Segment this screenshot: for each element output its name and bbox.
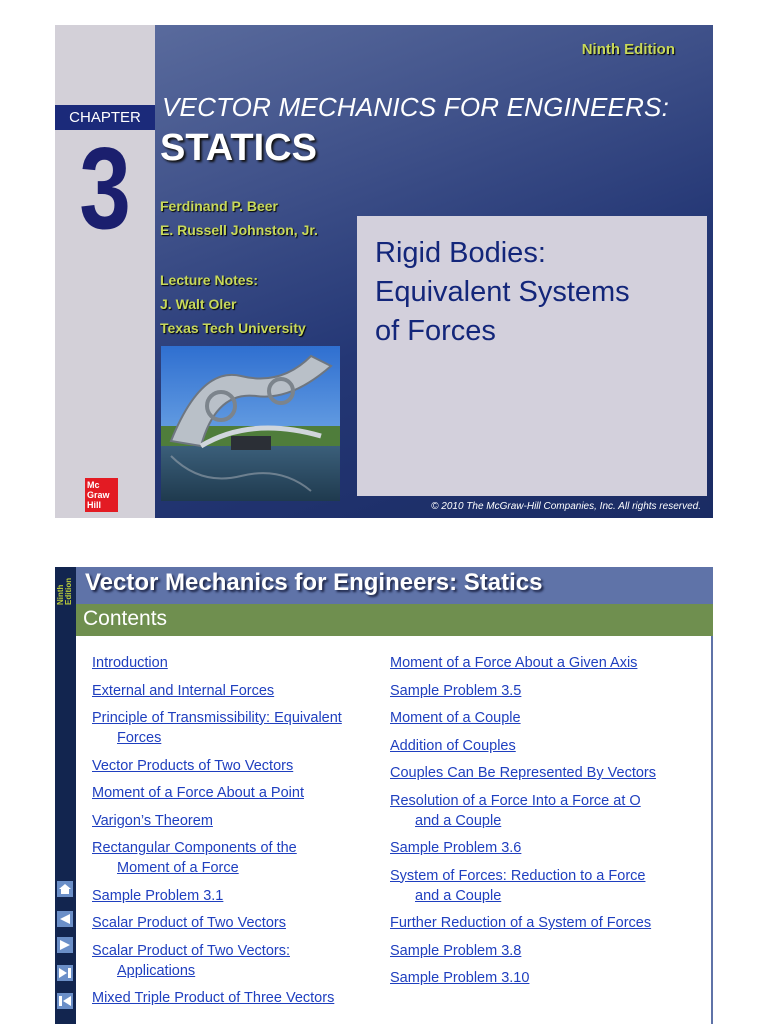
copyright: © 2010 The McGraw-Hill Companies, Inc. All rights reserved. bbox=[431, 501, 701, 512]
toc-link[interactable]: Rectangular Components of the Moment of a Force bbox=[92, 840, 297, 876]
chapter-label: CHAPTER bbox=[55, 105, 155, 130]
toc-link[interactable]: Vector Products of Two Vectors bbox=[92, 757, 294, 774]
lecture-notes-author: J. Walt Oler bbox=[160, 296, 237, 312]
toc-link[interactable]: Sample Problem 3.10 bbox=[390, 970, 530, 986]
nav-strip bbox=[55, 567, 76, 1024]
last-icon[interactable] bbox=[57, 965, 73, 981]
book-subtitle: STATICS bbox=[160, 127, 317, 169]
toc-link[interactable]: Moment of a Force About a Point bbox=[92, 785, 304, 801]
lecture-notes-university: Texas Tech University bbox=[160, 320, 306, 336]
chapter-title: Rigid Bodies: Equivalent Systems of Forces bbox=[375, 237, 630, 347]
chapter-number: 3 bbox=[79, 123, 131, 253]
toc-link[interactable]: Sample Problem 3.5 bbox=[390, 682, 522, 699]
toc-link[interactable]: Introduction bbox=[92, 655, 168, 671]
edition-label: Ninth Edition bbox=[581, 41, 675, 58]
mcgraw-hill-logo: Mc Graw Hill bbox=[85, 478, 118, 512]
prev-icon[interactable] bbox=[57, 993, 73, 1009]
toc-link[interactable]: Addition of Couples bbox=[390, 737, 516, 754]
slide-subheader bbox=[76, 604, 713, 636]
toc-link[interactable]: Sample Problem 3.6 bbox=[390, 840, 522, 856]
toc-link[interactable]: Principle of Transmissibility: Equivalent Forces bbox=[92, 710, 342, 746]
contents-slide bbox=[55, 567, 713, 1024]
toc-column-left bbox=[92, 653, 382, 1016]
author-2: E. Russell Johnston, Jr. bbox=[160, 222, 318, 238]
book-title: VECTOR MECHANICS FOR ENGINEERS: bbox=[162, 92, 670, 122]
right-border bbox=[711, 636, 713, 1024]
toc-column-right bbox=[390, 653, 700, 996]
toc-link[interactable]: Scalar Product of Two Vectors bbox=[92, 915, 286, 931]
toc-link[interactable]: External and Internal Forces bbox=[92, 682, 275, 699]
slide-title: Vector Mechanics for Engineers: Statics bbox=[85, 569, 543, 596]
chapter-title-box bbox=[357, 216, 707, 496]
first-icon[interactable] bbox=[57, 911, 73, 927]
title-slide bbox=[55, 25, 713, 518]
toc-link[interactable]: Mixed Triple Product of Three Vectors bbox=[92, 990, 335, 1006]
toc-link[interactable]: Resolution of a Force Into a Force at O and a Couple bbox=[390, 792, 641, 829]
next-icon[interactable] bbox=[57, 937, 73, 953]
contents-heading: Contents bbox=[83, 607, 168, 630]
toc-link[interactable]: Couples Can Be Represented By Vectors bbox=[390, 765, 656, 781]
home-icon[interactable] bbox=[57, 881, 73, 897]
toc-link[interactable]: Sample Problem 3.8 bbox=[390, 942, 522, 959]
toc-link[interactable]: Moment of a Force About a Given Axis bbox=[390, 655, 638, 671]
toc-link[interactable]: Scalar Product of Two Vectors: Applications bbox=[92, 942, 290, 979]
lecture-notes-label: Lecture Notes: bbox=[160, 272, 259, 288]
toc-link[interactable]: Further Reduction of a System of Forces bbox=[390, 915, 652, 931]
slide-header bbox=[76, 567, 713, 604]
toc-link[interactable]: System of Forces: Reduction to a Force and a Couple bbox=[390, 867, 646, 904]
toc-link[interactable]: Sample Problem 3.1 bbox=[92, 887, 224, 904]
toc-link[interactable]: Varigon’s Theorem bbox=[92, 812, 213, 829]
edition-side-label: Ninth Edition bbox=[56, 577, 73, 605]
falkirk-wheel-photo bbox=[161, 346, 340, 501]
toc-link[interactable]: Moment of a Couple bbox=[390, 710, 521, 726]
author-1: Ferdinand P. Beer bbox=[160, 198, 279, 214]
chapter-sidebar bbox=[55, 25, 155, 518]
